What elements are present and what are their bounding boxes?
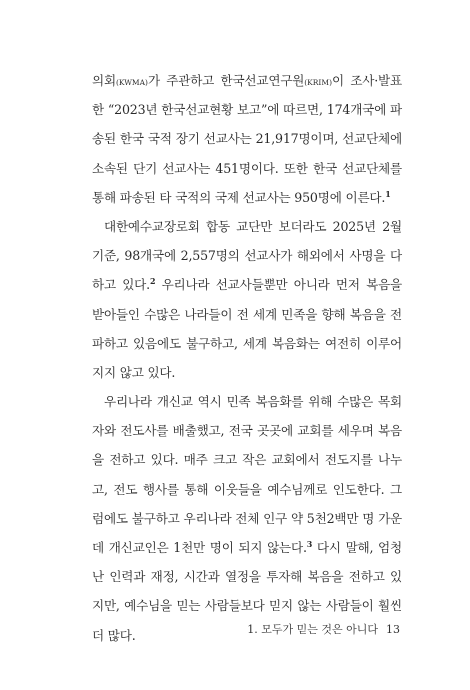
text-line: 받아들인 수많은 나라들이 전 세계 민족을 향해 복음을 전 (92, 306, 402, 322)
text-line: 난 인력과 재정, 시간과 열정을 투자해 복음을 전하고 있 (92, 569, 402, 585)
text-line: 기준, 98개국에 2,557명의 선교사가 해외에서 사명을 다 (92, 248, 402, 264)
text-line: 더 많다. (92, 627, 136, 643)
footnote-ref-3[interactable]: 3 (306, 539, 313, 549)
text-line: 파하고 있음에도 불구하고, 세계 복음화는 여전히 이루어 (92, 335, 402, 351)
abbr-krim: (KRIM) (304, 78, 332, 87)
text-line: 통해 파송된 타 국적의 국제 선교사는 950명에 이른다.$^1$ (92, 188, 391, 205)
chapter-title: 1. 모두가 믿는 것은 아니다 (247, 623, 378, 636)
text-line: 하고 있다.$^2$ 우리나라 선교사들뿐만 아니라 먼저 복음을 (92, 276, 403, 293)
text-line: 지만, 예수님을 믿는 사람들보다 믿지 않는 사람들이 훨씬 (92, 598, 402, 614)
text-line: 럼에도 불구하고 우리나라 전체 인구 약 5천2백만 명 가운 (92, 510, 402, 526)
text-line: 데 개신교인은 1천만 명이 되지 않는다.$^3$ 다시 말해, 엄청 (92, 539, 402, 555)
text-line: 대한예수교장로회 합동 교단만 보더라도 2025년 2월 (104, 218, 402, 234)
footnote-ref-2[interactable]: 2 (149, 276, 156, 287)
abbr-kwma: (KWMA) (115, 78, 148, 87)
text-line: 자와 전도사를 배출했고, 전국 곳곳에 교회를 세우며 복음 (92, 423, 402, 439)
text-line: 지지 않고 있다. (92, 364, 176, 380)
text-line: 우리나라 개신교 역시 민족 복음화를 위해 수많은 목회 (104, 394, 402, 410)
page-number: 13 (386, 623, 400, 636)
page-footer (247, 623, 400, 637)
body-text (92, 66, 402, 650)
text-line: 송된 한국 국적 장기 선교사는 21,917명이며, 선교단체에 (92, 131, 402, 147)
footnote-ref-1[interactable]: 1 (385, 188, 391, 199)
text-line: 의회(KWMA)가 주관하고 한국선교연구원(KRIM)이 조사·발표 (92, 73, 402, 88)
text-line: 고, 전도 행사를 통해 이웃들을 예수님께로 인도한다. 그 (92, 481, 402, 497)
text-line: 한 “2023년 한국선교현황 보고”에 따르면, 174개국에 파 (92, 102, 402, 118)
text-line: 을 전하고 있다. 매주 크고 작은 교회에서 전도지를 나누 (92, 452, 402, 468)
text-line: 소속된 단기 선교사는 451명이다. 또한 한국 선교단체를 (92, 160, 402, 176)
